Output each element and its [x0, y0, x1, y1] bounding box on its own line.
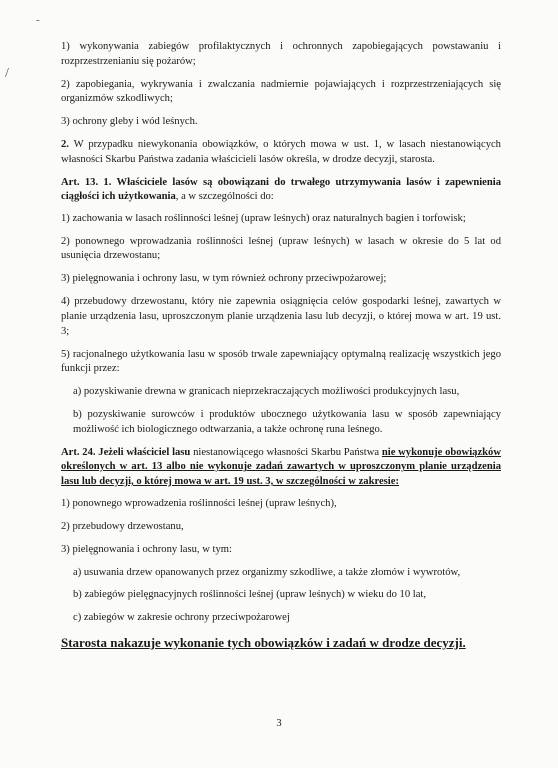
list-item: 2) przebudowy drzewostanu,	[61, 520, 184, 532]
art13-tail: , a w szczególności do:	[175, 191, 274, 203]
scan-mark: -	[36, 14, 40, 26]
art24-intro	[61, 446, 501, 490]
paragraph-number: 2.	[61, 139, 69, 151]
list-item: 3) pielęgnowania i ochrony lasu, w tym:	[61, 543, 232, 555]
paragraph-2	[61, 138, 501, 167]
list-item: 4) przebudowy drzewostanu, który nie zapewnia osiągnięcia celów gospodarki leśnej, zawartych w planie urządzenia lasu, uproszczonym planie urządzenia lasu lub decyzji, o której mowa w art. 19 ust. 3;	[61, 296, 501, 337]
sub-list-item: a) usuwania drzew opanowanych przez organizmy szkodliwe, a także złomów i wywrotów,	[73, 566, 461, 578]
list-item: 2) ponownego wprowadzania roślinności leśnej (upraw leśnych) w lasach w okresie do 5 lat od usunięcia drzewostanu;	[61, 235, 501, 262]
sub-list-item: a) pozyskiwanie drewna w granicach nieprzekraczających możliwości produkcyjnych lasu,	[73, 386, 460, 398]
art13-intro	[61, 176, 501, 205]
list-item: 2) zapobiegania, wykrywania i zwalczania nadmiernie pojawiających i rozprzestrzeniających się organizmów szkodliwych;	[61, 78, 501, 105]
document-body	[61, 40, 501, 659]
list-item: 1) wykonywania zabiegów profilaktycznych i ochronnych zapobiegających powstawaniu i rozprzestrzenianiu się pożarów;	[61, 41, 501, 67]
art24-heading: Art. 24. Jeżeli właściciel lasu	[61, 446, 191, 458]
list-item: 1) ponownego wprowadzenia roślinności leśnej (upraw leśnych),	[61, 497, 337, 509]
art13-heading: Art. 13. 1. Właściciele lasów są obowiązani do trwałego utrzymywania lasów i zapewnienia ciągłości ich użytkowania	[61, 176, 501, 203]
art24-mid: niestanowiącego własności Skarbu Państwa	[190, 446, 382, 458]
sub-list-item: c) zabiegów w zakresie ochrony przeciwpożarowej	[73, 612, 290, 624]
list-item: 1) zachowania w lasach roślinności leśnej (upraw leśnych) oraz naturalnych bagien i torfowisk;	[61, 212, 466, 224]
list-item: 5) racjonalnego użytkowania lasu w sposób trwale zapewniający optymalną realizację wszystkich jego funkcji przez:	[61, 348, 501, 375]
sub-list-item: b) zabiegów pielęgnacyjnych roślinności leśnej (upraw leśnych) w wieku do 10 lat,	[73, 589, 427, 601]
final-statement: Starosta nakazuje wykonanie tych obowiązków i zadań w drodze decyzji.	[61, 635, 466, 651]
paragraph-text: W przypadku niewykonania obowiązków, o których mowa w ust. 1, w lasach niestanowiących własności Skarbu Państwa zadania właścicieli lasów określa, w drodze decyzji, starosta.	[61, 139, 501, 165]
list-item: 3) pielęgnowania i ochrony lasu, w tym również ochrony przeciwpożarowej;	[61, 273, 387, 285]
list-item: 3) ochrony gleby i wód leśnych.	[61, 116, 198, 128]
page-number: 3	[276, 718, 282, 729]
sub-list-item: b) pozyskiwanie surowców i produktów ubocznego użytkowania lasu w sposób zapewniający możliwość ich biologicznego odtwarzania, a także ochronę runa leśnego.	[73, 409, 501, 435]
scan-mark: /	[5, 66, 9, 81]
art24-underlined: nie wykonuje obowiązków określonych w art. 13 albo nie wykonuje zadań zawartych w uproszczonym planie urządzenia lasu lub decyzji, o której mowa w art. 19 ust. 3, w szczególności w zakresie:	[61, 446, 501, 487]
